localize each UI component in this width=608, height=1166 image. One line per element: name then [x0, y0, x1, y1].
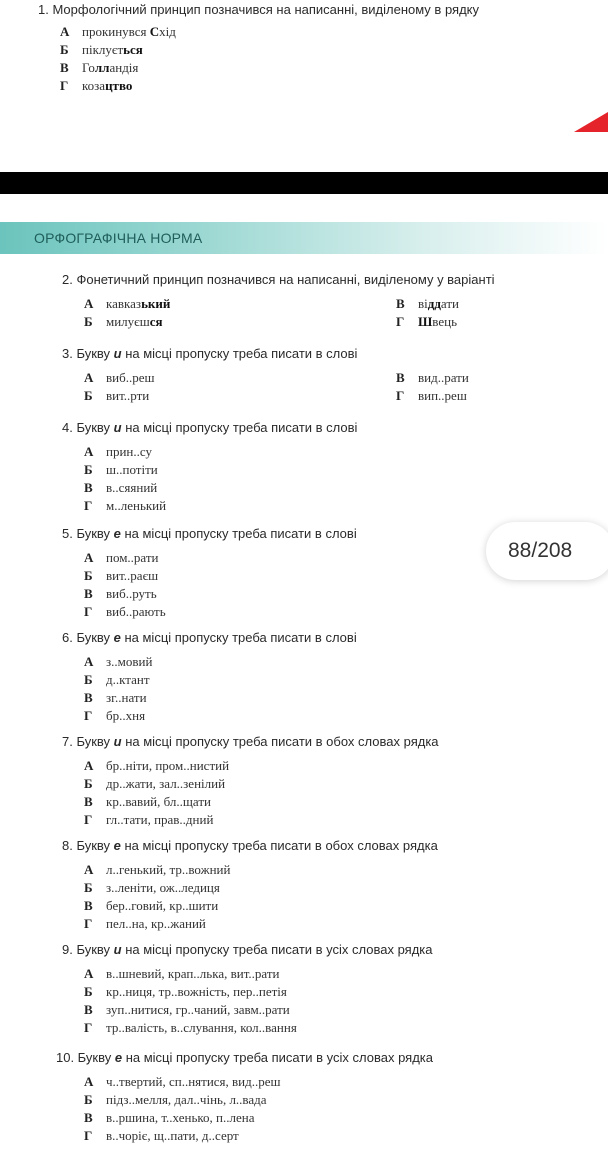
option-letter: В [84, 690, 93, 705]
option-text: прин..су [106, 444, 152, 459]
question-10-title: 10. Букву е на місці пропуску треба писати в усіх словах рядка [56, 1050, 434, 1065]
q2-option-b[interactable] [84, 314, 163, 330]
question-1-title: 1. Морфологічний принцип позначився на написанні, виділеному в рядку [38, 2, 479, 17]
q3-option-a[interactable] [84, 370, 155, 386]
option-text: андія [109, 60, 139, 75]
option-letter: А [84, 758, 94, 773]
q5-option-d[interactable] [84, 604, 166, 620]
option-text: тр..валість, в..слування, кол..вання [106, 1020, 297, 1035]
option-text: з..леніти, ож..ледиця [106, 880, 220, 895]
option-text: бр..хня [106, 708, 146, 723]
q9-option-d[interactable] [84, 1020, 297, 1036]
option-text: д..ктант [106, 672, 150, 687]
option-text: ві [418, 296, 428, 311]
option-text: вит..раєш [106, 568, 159, 583]
option-letter: В [84, 898, 93, 913]
q1-option-b[interactable] [60, 42, 143, 58]
option-letter: Г [84, 1020, 93, 1035]
question-2-title: 2. Фонетичний принцип позначився на написанні, виділеному у варіанті [62, 272, 495, 287]
q9-option-c[interactable] [84, 1002, 290, 1018]
option-letter: В [84, 1002, 93, 1017]
question-5-title: 5. Букву е на місці пропуску треба писати в слові [62, 526, 357, 541]
question-3-title: 3. Букву и на місці пропуску треба писати в слові [62, 346, 358, 361]
option-text-bold: Ш [418, 314, 433, 329]
option-letter: Б [84, 568, 93, 583]
option-letter: А [84, 654, 94, 669]
option-text: в..шневий, крап..лька, вит..рати [106, 966, 280, 981]
q3-option-d[interactable] [396, 388, 467, 404]
option-letter: А [84, 444, 94, 459]
option-letter: Г [84, 1128, 93, 1143]
q4-option-b[interactable] [84, 462, 158, 478]
option-letter: А [84, 550, 94, 565]
q6-option-a[interactable] [84, 654, 152, 670]
q8-option-c[interactable] [84, 898, 218, 914]
option-letter: В [60, 60, 69, 75]
option-text: прокинувся [82, 24, 150, 39]
option-text-bold: С [149, 24, 160, 39]
option-text: л..генький, тр..вожний [106, 862, 231, 877]
option-text: в..чоріє, щ..пати, д..серт [106, 1128, 239, 1143]
option-text: др..жати, зал..зенілий [106, 776, 226, 791]
option-letter: Г [60, 78, 69, 93]
option-text: гл..тати, прав..дний [106, 812, 214, 827]
option-text-bold: ький [141, 296, 171, 311]
option-letter: Б [60, 42, 69, 57]
option-letter: В [84, 794, 93, 809]
option-letter: В [396, 296, 405, 311]
option-letter: В [84, 1110, 93, 1125]
red-corner-marker [574, 112, 608, 132]
option-text: коза [82, 78, 106, 93]
option-text: виб..реш [106, 370, 155, 385]
q9-option-b[interactable] [84, 984, 287, 1000]
q1-option-a[interactable] [60, 24, 176, 40]
option-text: кр..вавий, бл..щати [106, 794, 211, 809]
page-indicator-text: 88/208 [508, 539, 573, 562]
q4-option-d[interactable] [84, 498, 166, 514]
question-6-title: 6. Букву е на місці пропуску треба писати в слові [62, 630, 357, 645]
q7-option-c[interactable] [84, 794, 211, 810]
option-text: вит..рти [106, 388, 150, 403]
option-letter: А [84, 296, 94, 311]
option-letter: Б [84, 672, 93, 687]
option-text: бр..ніти, пром..нистий [106, 758, 230, 773]
option-letter: А [60, 24, 70, 39]
option-letter: Б [84, 880, 93, 895]
option-letter: Г [84, 604, 93, 619]
option-text: хід [159, 24, 176, 39]
option-text: бер..говий, кр..шити [106, 898, 219, 913]
option-letter: Б [84, 776, 93, 791]
q1-option-c[interactable] [60, 60, 138, 76]
option-letter: А [84, 862, 94, 877]
option-text: ч..твертий, сп..нятися, вид..реш [106, 1074, 281, 1089]
q10-option-c[interactable] [84, 1110, 254, 1126]
option-text: в..сяяний [106, 480, 158, 495]
option-letter: Г [396, 388, 405, 403]
option-text: з..мовий [106, 654, 153, 669]
option-letter: Б [84, 462, 93, 477]
q1-option-d[interactable] [60, 78, 132, 94]
option-text-bold: цтво [105, 78, 133, 93]
q8-option-a[interactable] [84, 862, 230, 878]
option-text-bold: ься [123, 42, 143, 57]
option-text: вип..реш [418, 388, 467, 403]
option-text: пом..рати [106, 550, 159, 565]
option-text: вид..рати [418, 370, 469, 385]
option-text-bold: ся [149, 314, 163, 329]
q8-option-b[interactable] [84, 880, 220, 896]
q8-option-d[interactable] [84, 916, 206, 932]
option-text-bold: лл [94, 60, 110, 75]
option-text: ш..потіти [106, 462, 158, 477]
question-8-title: 8. Букву е на місці пропуску треба писати в обох словах рядка [62, 838, 438, 853]
q3-option-c[interactable] [396, 370, 469, 386]
option-text: піклуєт [82, 42, 124, 57]
q7-option-d[interactable] [84, 812, 213, 828]
q5-option-c[interactable] [84, 586, 157, 602]
option-letter: Г [396, 314, 405, 329]
page-indicator[interactable] [486, 522, 608, 580]
q3-option-b[interactable] [84, 388, 149, 404]
q5-option-a[interactable] [84, 550, 159, 566]
option-letter: Б [84, 1092, 93, 1107]
option-text: зг..нати [106, 690, 147, 705]
q5-option-b[interactable] [84, 568, 158, 584]
option-letter: Г [84, 812, 93, 827]
q7-option-b[interactable] [84, 776, 225, 792]
q4-option-c[interactable] [84, 480, 157, 496]
option-letter: Б [84, 984, 93, 999]
question-9-title: 9. Букву и на місці пропуску треба писати в усіх словах рядка [62, 942, 433, 957]
option-text: вець [432, 314, 457, 329]
q2-option-a[interactable] [84, 296, 170, 312]
option-letter: А [84, 1074, 94, 1089]
q10-option-d[interactable] [84, 1128, 239, 1144]
q2-option-c[interactable] [396, 296, 459, 312]
q6-option-c[interactable] [84, 690, 147, 706]
question-7-title: 7. Букву и на місці пропуску треба писати в обох словах рядка [62, 734, 439, 749]
option-text: виб..рають [106, 604, 166, 619]
option-text: кр..ниця, тр..вожність, пер..петія [106, 984, 287, 999]
option-letter: Г [84, 708, 93, 723]
page-separator [0, 172, 608, 194]
option-letter: А [84, 370, 94, 385]
option-text: ати [440, 296, 459, 311]
option-letter: Б [84, 314, 93, 329]
q10-option-a[interactable] [84, 1074, 281, 1090]
option-text: виб..руть [106, 586, 157, 601]
option-text: м..ленький [106, 498, 167, 513]
question-4-title: 4. Букву и на місці пропуску треба писати в слові [62, 420, 358, 435]
option-text: в..ршина, т..хенько, п..лена [106, 1110, 255, 1125]
q6-option-b[interactable] [84, 672, 150, 688]
option-letter: А [84, 966, 94, 981]
option-letter: В [84, 586, 93, 601]
q2-option-d[interactable] [396, 314, 457, 330]
option-text: підз..мелля, дал..чінь, л..вада [106, 1092, 267, 1107]
q9-option-a[interactable] [84, 966, 279, 982]
option-letter: Г [84, 498, 93, 513]
q7-option-a[interactable] [84, 758, 229, 774]
q10-option-b[interactable] [84, 1092, 267, 1108]
option-text: кавказ [106, 296, 142, 311]
option-letter: В [396, 370, 405, 385]
option-text-bold: дд [427, 296, 441, 311]
option-text: пел..на, кр..жаний [106, 916, 206, 931]
option-text: милуєш [106, 314, 150, 329]
option-text: Го [82, 60, 95, 75]
section-title: ОРФОГРАФІЧНА НОРМА [34, 230, 203, 246]
option-letter: В [84, 480, 93, 495]
q4-option-a[interactable] [84, 444, 152, 460]
option-letter: Б [84, 388, 93, 403]
option-text: зуп..нитися, гр..чаний, завм..рати [106, 1002, 290, 1017]
option-letter: Г [84, 916, 93, 931]
q6-option-d[interactable] [84, 708, 145, 724]
